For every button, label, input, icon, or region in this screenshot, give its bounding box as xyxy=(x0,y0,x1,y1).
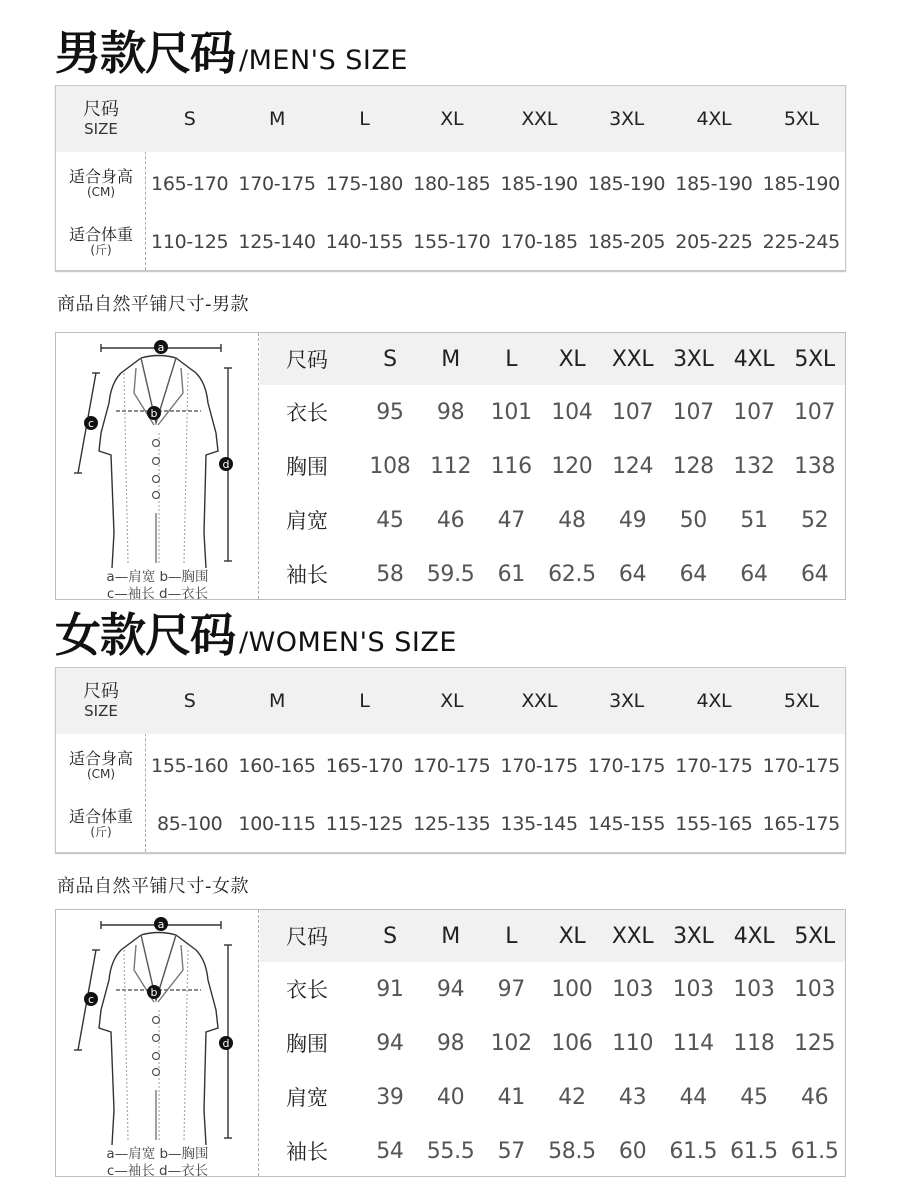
table-cell: 104 xyxy=(551,399,593,425)
table-row xyxy=(260,962,845,1016)
diagram-legend-line-2: c—袖长 d—衣长 xyxy=(106,586,209,602)
table-cell: 205-225 xyxy=(675,231,753,253)
table-cell: 185-190 xyxy=(675,173,753,195)
table-cell: 103 xyxy=(794,976,836,1002)
size-header: M xyxy=(269,108,286,130)
svg-text:a: a xyxy=(157,918,165,931)
table-cell: 46 xyxy=(800,1084,829,1110)
table-cell: 118 xyxy=(733,1030,775,1056)
size-header: 3XL xyxy=(673,346,714,372)
table-cell: 59.5 xyxy=(426,561,475,587)
size-header: 5XL xyxy=(794,923,835,949)
table-cell: 125-140 xyxy=(238,231,316,253)
women-measure-title: 商品自然平铺尺寸-女款 xyxy=(57,876,249,897)
table-cell: 44 xyxy=(679,1084,707,1110)
table-cell: 140-155 xyxy=(325,231,404,253)
table-cell: 155-170 xyxy=(413,231,491,253)
table-row-weight xyxy=(56,214,845,270)
table-cell: 50 xyxy=(679,507,707,533)
table-cell: 94 xyxy=(376,1030,404,1056)
row-label: 衣长 xyxy=(286,978,328,1002)
size-header: L xyxy=(505,923,518,949)
table-cell: 64 xyxy=(679,561,707,587)
table-row xyxy=(260,1016,845,1070)
table-cell: 170-175 xyxy=(238,173,316,195)
table-cell: 115-125 xyxy=(325,813,404,835)
table-cell: 46 xyxy=(436,507,465,533)
measure-grid xyxy=(260,333,845,599)
diagram-legend-line-1: a—肩宽 b—胸围 xyxy=(106,569,209,585)
table-cell: 170-175 xyxy=(500,755,578,777)
diagram-legend-line-2: c—袖长 d—衣长 xyxy=(106,1163,209,1179)
table-cell: 165-170 xyxy=(151,173,229,195)
table-cell: 125-135 xyxy=(413,813,491,835)
table-row-height xyxy=(56,156,845,212)
table-cell: 145-155 xyxy=(587,813,666,835)
size-header: L xyxy=(359,690,370,712)
table-row xyxy=(260,1070,845,1124)
table-cell: 91 xyxy=(376,976,404,1002)
table-row-weight xyxy=(56,796,845,852)
table-cell: 155-160 xyxy=(151,755,229,777)
table-cell: 128 xyxy=(672,453,714,479)
size-header: M xyxy=(441,923,460,949)
coat-outline-icon xyxy=(56,910,259,1178)
size-header: L xyxy=(359,108,370,130)
table-cell: 45 xyxy=(376,507,404,533)
table-cell: 41 xyxy=(497,1084,525,1110)
table-cell: 185-190 xyxy=(587,173,666,195)
size-header: S xyxy=(183,108,196,130)
size-header: L xyxy=(505,346,518,372)
table-row xyxy=(260,439,845,493)
size-header: XL xyxy=(558,346,586,372)
table-cell: 103 xyxy=(612,976,654,1002)
table-cell: 61 xyxy=(497,561,525,587)
women-title-en: /WOMEN'S SIZE xyxy=(239,627,457,658)
table-cell: 61.5 xyxy=(790,1138,839,1164)
table-cell: 106 xyxy=(551,1030,593,1056)
table-cell: 101 xyxy=(490,399,532,425)
table-row-height xyxy=(56,738,845,794)
size-header: 4XL xyxy=(733,346,775,372)
size-header: 4XL xyxy=(696,108,732,130)
row-label: 适合身高 (CM) xyxy=(68,748,133,782)
table-cell: 43 xyxy=(618,1084,647,1110)
coat-diagram xyxy=(56,910,259,1179)
table-cell: 64 xyxy=(800,561,829,587)
table-cell: 40 xyxy=(436,1084,465,1110)
header-label: 尺码 SIZE xyxy=(83,99,119,138)
svg-text:b: b xyxy=(150,986,158,999)
row-label: 衣长 xyxy=(286,401,328,425)
table-cell: 64 xyxy=(740,561,768,587)
table-cell: 110 xyxy=(612,1030,654,1056)
table-row xyxy=(260,547,845,601)
men-title-zh: 男款尺码 xyxy=(55,26,235,80)
size-header: 5XL xyxy=(794,346,835,372)
men-measure-table xyxy=(55,332,846,600)
coat-outline-icon xyxy=(56,333,259,601)
table-cell: 185-205 xyxy=(587,231,666,253)
table-cell: 116 xyxy=(490,453,532,479)
table-cell: 170-185 xyxy=(500,231,578,253)
size-header: M xyxy=(269,690,286,712)
svg-text:b: b xyxy=(150,407,158,420)
table-cell: 47 xyxy=(497,507,525,533)
table-cell: 107 xyxy=(612,399,654,425)
size-header: 3XL xyxy=(673,923,714,949)
measure-grid xyxy=(260,910,845,1176)
table-cell: 49 xyxy=(618,507,647,533)
size-header: XXL xyxy=(611,346,654,372)
table-cell: 125 xyxy=(794,1030,836,1056)
table-cell: 62.5 xyxy=(548,561,596,587)
table-cell: 124 xyxy=(612,453,654,479)
row-label: 适合身高 (CM) xyxy=(68,166,133,200)
table-cell: 180-185 xyxy=(413,173,491,195)
diagram-legend-line-1: a—肩宽 b—胸围 xyxy=(106,1146,209,1162)
table-cell: 42 xyxy=(558,1084,586,1110)
women-title-zh: 女款尺码 xyxy=(55,608,235,662)
size-header: 3XL xyxy=(609,690,644,712)
size-header: S xyxy=(383,923,397,949)
header-label: 尺码 xyxy=(286,925,328,949)
men-measure-title: 商品自然平铺尺寸-男款 xyxy=(57,294,249,315)
table-cell: 114 xyxy=(672,1030,714,1056)
women-size-title xyxy=(55,608,457,662)
size-header: S xyxy=(183,690,196,712)
table-cell: 58.5 xyxy=(548,1138,596,1164)
table-cell: 100 xyxy=(551,976,593,1002)
svg-text:a: a xyxy=(157,341,165,354)
table-cell: 64 xyxy=(618,561,647,587)
row-label: 适合体重 (斤) xyxy=(68,224,133,258)
women-measure-table xyxy=(55,909,846,1177)
row-label: 胸围 xyxy=(286,455,328,479)
table-cell: 58 xyxy=(376,561,404,587)
table-cell: 185-190 xyxy=(500,173,578,195)
table-row xyxy=(260,385,845,439)
size-header: M xyxy=(441,346,460,372)
table-cell: 97 xyxy=(497,976,525,1002)
svg-text:d: d xyxy=(222,1037,230,1050)
men-size-title xyxy=(55,26,408,80)
size-header: 5XL xyxy=(783,690,819,712)
header-label: 尺码 SIZE xyxy=(83,681,119,720)
size-header: XXL xyxy=(521,690,558,712)
svg-text:c: c xyxy=(87,993,95,1006)
table-cell: 160-165 xyxy=(238,755,316,777)
men-fit-table xyxy=(55,85,846,271)
table-cell: 85-100 xyxy=(156,813,223,835)
table-cell: 175-180 xyxy=(325,173,404,195)
table-cell: 102 xyxy=(490,1030,532,1056)
table-cell: 98 xyxy=(436,399,465,425)
table-cell: 55.5 xyxy=(426,1138,475,1164)
table-cell: 61.5 xyxy=(669,1138,718,1164)
table-cell: 107 xyxy=(794,399,836,425)
table-cell: 57 xyxy=(497,1138,525,1164)
table-header-row xyxy=(260,910,845,962)
table-header-row xyxy=(56,86,845,152)
table-cell: 165-175 xyxy=(762,813,840,835)
table-cell: 110-125 xyxy=(151,231,229,253)
table-cell: 60 xyxy=(618,1138,647,1164)
table-cell: 51 xyxy=(740,507,768,533)
size-header: XL xyxy=(440,690,464,712)
table-cell: 45 xyxy=(740,1084,768,1110)
table-cell: 54 xyxy=(376,1138,404,1164)
women-fit-table xyxy=(55,667,846,853)
table-cell: 165-170 xyxy=(325,755,404,777)
table-header-row xyxy=(56,668,845,734)
row-label: 适合体重 (斤) xyxy=(68,806,133,840)
table-cell: 108 xyxy=(369,453,411,479)
row-label: 袖长 xyxy=(286,563,328,587)
size-header: 4XL xyxy=(696,690,732,712)
table-cell: 95 xyxy=(376,399,404,425)
size-header: S xyxy=(383,346,397,372)
size-header: 4XL xyxy=(733,923,775,949)
svg-text:c: c xyxy=(87,417,95,430)
size-header: 5XL xyxy=(783,108,819,130)
table-cell: 98 xyxy=(436,1030,465,1056)
svg-text:d: d xyxy=(222,458,230,471)
table-cell: 170-175 xyxy=(762,755,840,777)
size-header: XXL xyxy=(521,108,558,130)
table-cell: 135-145 xyxy=(500,813,578,835)
size-header: XXL xyxy=(611,923,654,949)
table-cell: 112 xyxy=(430,453,472,479)
size-header: XL xyxy=(440,108,464,130)
row-label: 肩宽 xyxy=(286,509,328,533)
table-cell: 225-245 xyxy=(762,231,840,253)
header-label: 尺码 xyxy=(286,348,328,372)
table-cell: 170-175 xyxy=(587,755,666,777)
table-cell: 39 xyxy=(376,1084,404,1110)
table-row xyxy=(260,493,845,547)
table-cell: 103 xyxy=(672,976,714,1002)
table-cell: 100-115 xyxy=(238,813,316,835)
table-cell: 138 xyxy=(794,453,836,479)
table-cell: 107 xyxy=(672,399,714,425)
table-cell: 155-165 xyxy=(675,813,753,835)
table-cell: 107 xyxy=(733,399,775,425)
table-cell: 132 xyxy=(733,453,775,479)
table-cell: 170-175 xyxy=(413,755,491,777)
table-cell: 48 xyxy=(558,507,586,533)
table-cell: 170-175 xyxy=(675,755,753,777)
table-cell: 185-190 xyxy=(762,173,840,195)
table-cell: 103 xyxy=(733,976,775,1002)
marker-icons xyxy=(84,340,233,471)
table-row xyxy=(260,1124,845,1178)
size-header: 3XL xyxy=(609,108,644,130)
table-cell: 52 xyxy=(800,507,829,533)
row-label: 袖长 xyxy=(286,1140,328,1164)
table-header-row xyxy=(260,333,845,385)
men-title-en: /MEN'S SIZE xyxy=(239,45,408,76)
table-cell: 61.5 xyxy=(730,1138,778,1164)
size-header: XL xyxy=(558,923,586,949)
row-label: 胸围 xyxy=(286,1032,328,1056)
row-label: 肩宽 xyxy=(286,1086,328,1110)
table-cell: 120 xyxy=(551,453,593,479)
table-cell: 94 xyxy=(436,976,465,1002)
coat-diagram xyxy=(56,333,259,602)
